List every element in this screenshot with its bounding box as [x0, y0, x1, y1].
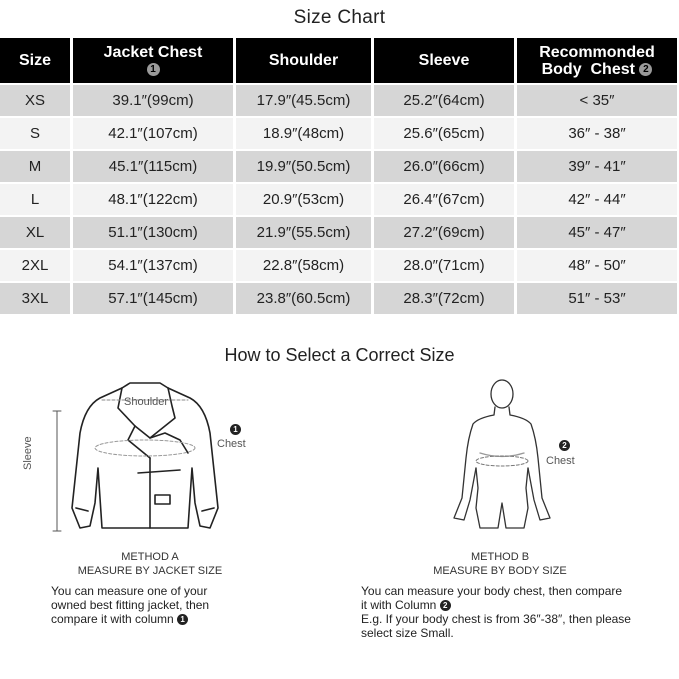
method-b-subtitle: MEASURE BY BODY SIZE — [433, 565, 567, 577]
table-cell: 42.1″(107cm) — [73, 118, 233, 149]
size-chart-table — [0, 36, 679, 316]
method-b-caption — [400, 550, 600, 578]
table-cell: 39″ - 41″ — [517, 151, 677, 182]
table-cell: < 35″ — [517, 85, 677, 116]
table-cell: 45.1″(115cm) — [73, 151, 233, 182]
method-b-description: You can measure your body chest, then compare it with Column 2 E.g. If your body chest is from 36″-38″, then please select size Small. — [361, 584, 631, 640]
table-row — [0, 85, 677, 116]
table-cell: 25.2″(64cm) — [374, 85, 514, 116]
table-cell: 45″ - 47″ — [517, 217, 677, 248]
header-shoulder: Shoulder — [236, 38, 371, 83]
desc-marker-2: 2 — [440, 600, 451, 611]
table-cell: 42″ - 44″ — [517, 184, 677, 215]
body-chest-label: Chest — [546, 455, 575, 467]
guide-title: How to Select a Correct Size — [224, 345, 455, 365]
table-cell: XS — [0, 85, 70, 116]
column-marker-2: 2 — [639, 63, 652, 76]
table-cell: M — [0, 151, 70, 182]
method-a-title: METHOD A — [121, 551, 179, 563]
table-row — [0, 118, 677, 149]
desc-marker-1: 1 — [177, 614, 188, 625]
chest-marker-1: 1 — [230, 424, 241, 435]
table-cell: L — [0, 184, 70, 215]
table-cell: 20.9″(53cm) — [236, 184, 371, 215]
table-cell: XL — [0, 217, 70, 248]
table-cell: S — [0, 118, 70, 149]
table-cell: 21.9″(55.5cm) — [236, 217, 371, 248]
page-title: Size Chart — [293, 7, 386, 28]
table-cell: 2XL — [0, 250, 70, 281]
shoulder-label: Shoulder — [124, 396, 169, 408]
table-cell: 36″ - 38″ — [517, 118, 677, 149]
table-cell: 39.1″(99cm) — [73, 85, 233, 116]
table-row — [0, 184, 677, 215]
table-cell: 48.1″(122cm) — [73, 184, 233, 215]
table-cell: 28.3″(72cm) — [374, 283, 514, 314]
header-recommended-label: Recommonded — [539, 43, 655, 61]
table-cell: 23.8″(60.5cm) — [236, 283, 371, 314]
table-header-row — [0, 38, 677, 83]
table-row — [0, 283, 677, 314]
header-sleeve: Sleeve — [374, 38, 514, 83]
table-cell: 26.0″(66cm) — [374, 151, 514, 182]
table-cell: 3XL — [0, 283, 70, 314]
method-b-title: METHOD B — [470, 551, 530, 563]
header-jacket-chest — [73, 38, 233, 83]
table-cell: 51″ - 53″ — [517, 283, 677, 314]
column-marker-1: 1 — [147, 63, 160, 76]
header-recommended-body-chest — [517, 38, 677, 83]
header-body-chest-label: Body Chest — [541, 60, 635, 78]
jacket-chest-label: Chest — [217, 438, 246, 450]
table-row — [0, 250, 677, 281]
method-a-caption — [50, 550, 250, 578]
table-row — [0, 151, 677, 182]
chest-marker-2: 2 — [559, 440, 570, 451]
table-cell: 54.1″(137cm) — [73, 250, 233, 281]
table-cell: 22.8″(58cm) — [236, 250, 371, 281]
header-size: Size — [0, 38, 70, 83]
sleeve-label: Sleeve — [22, 436, 34, 470]
table-cell: 57.1″(145cm) — [73, 283, 233, 314]
table-cell: 18.9″(48cm) — [236, 118, 371, 149]
table-cell: 27.2″(69cm) — [374, 217, 514, 248]
table-cell: 25.6″(65cm) — [374, 118, 514, 149]
header-jacket-chest-label: Jacket Chest — [103, 43, 203, 61]
table-cell: 17.9″(45.5cm) — [236, 85, 371, 116]
method-a-description: You can measure one of your owned best fitting jacket, then compare it with column 1 — [51, 584, 210, 626]
table-cell: 48″ - 50″ — [517, 250, 677, 281]
table-cell: 28.0″(71cm) — [374, 250, 514, 281]
table-cell: 19.9″(50.5cm) — [236, 151, 371, 182]
table-cell: 51.1″(130cm) — [73, 217, 233, 248]
table-body — [0, 85, 677, 314]
method-a-subtitle: MEASURE BY JACKET SIZE — [77, 565, 223, 577]
table-cell: 26.4″(67cm) — [374, 184, 514, 215]
table-row — [0, 217, 677, 248]
